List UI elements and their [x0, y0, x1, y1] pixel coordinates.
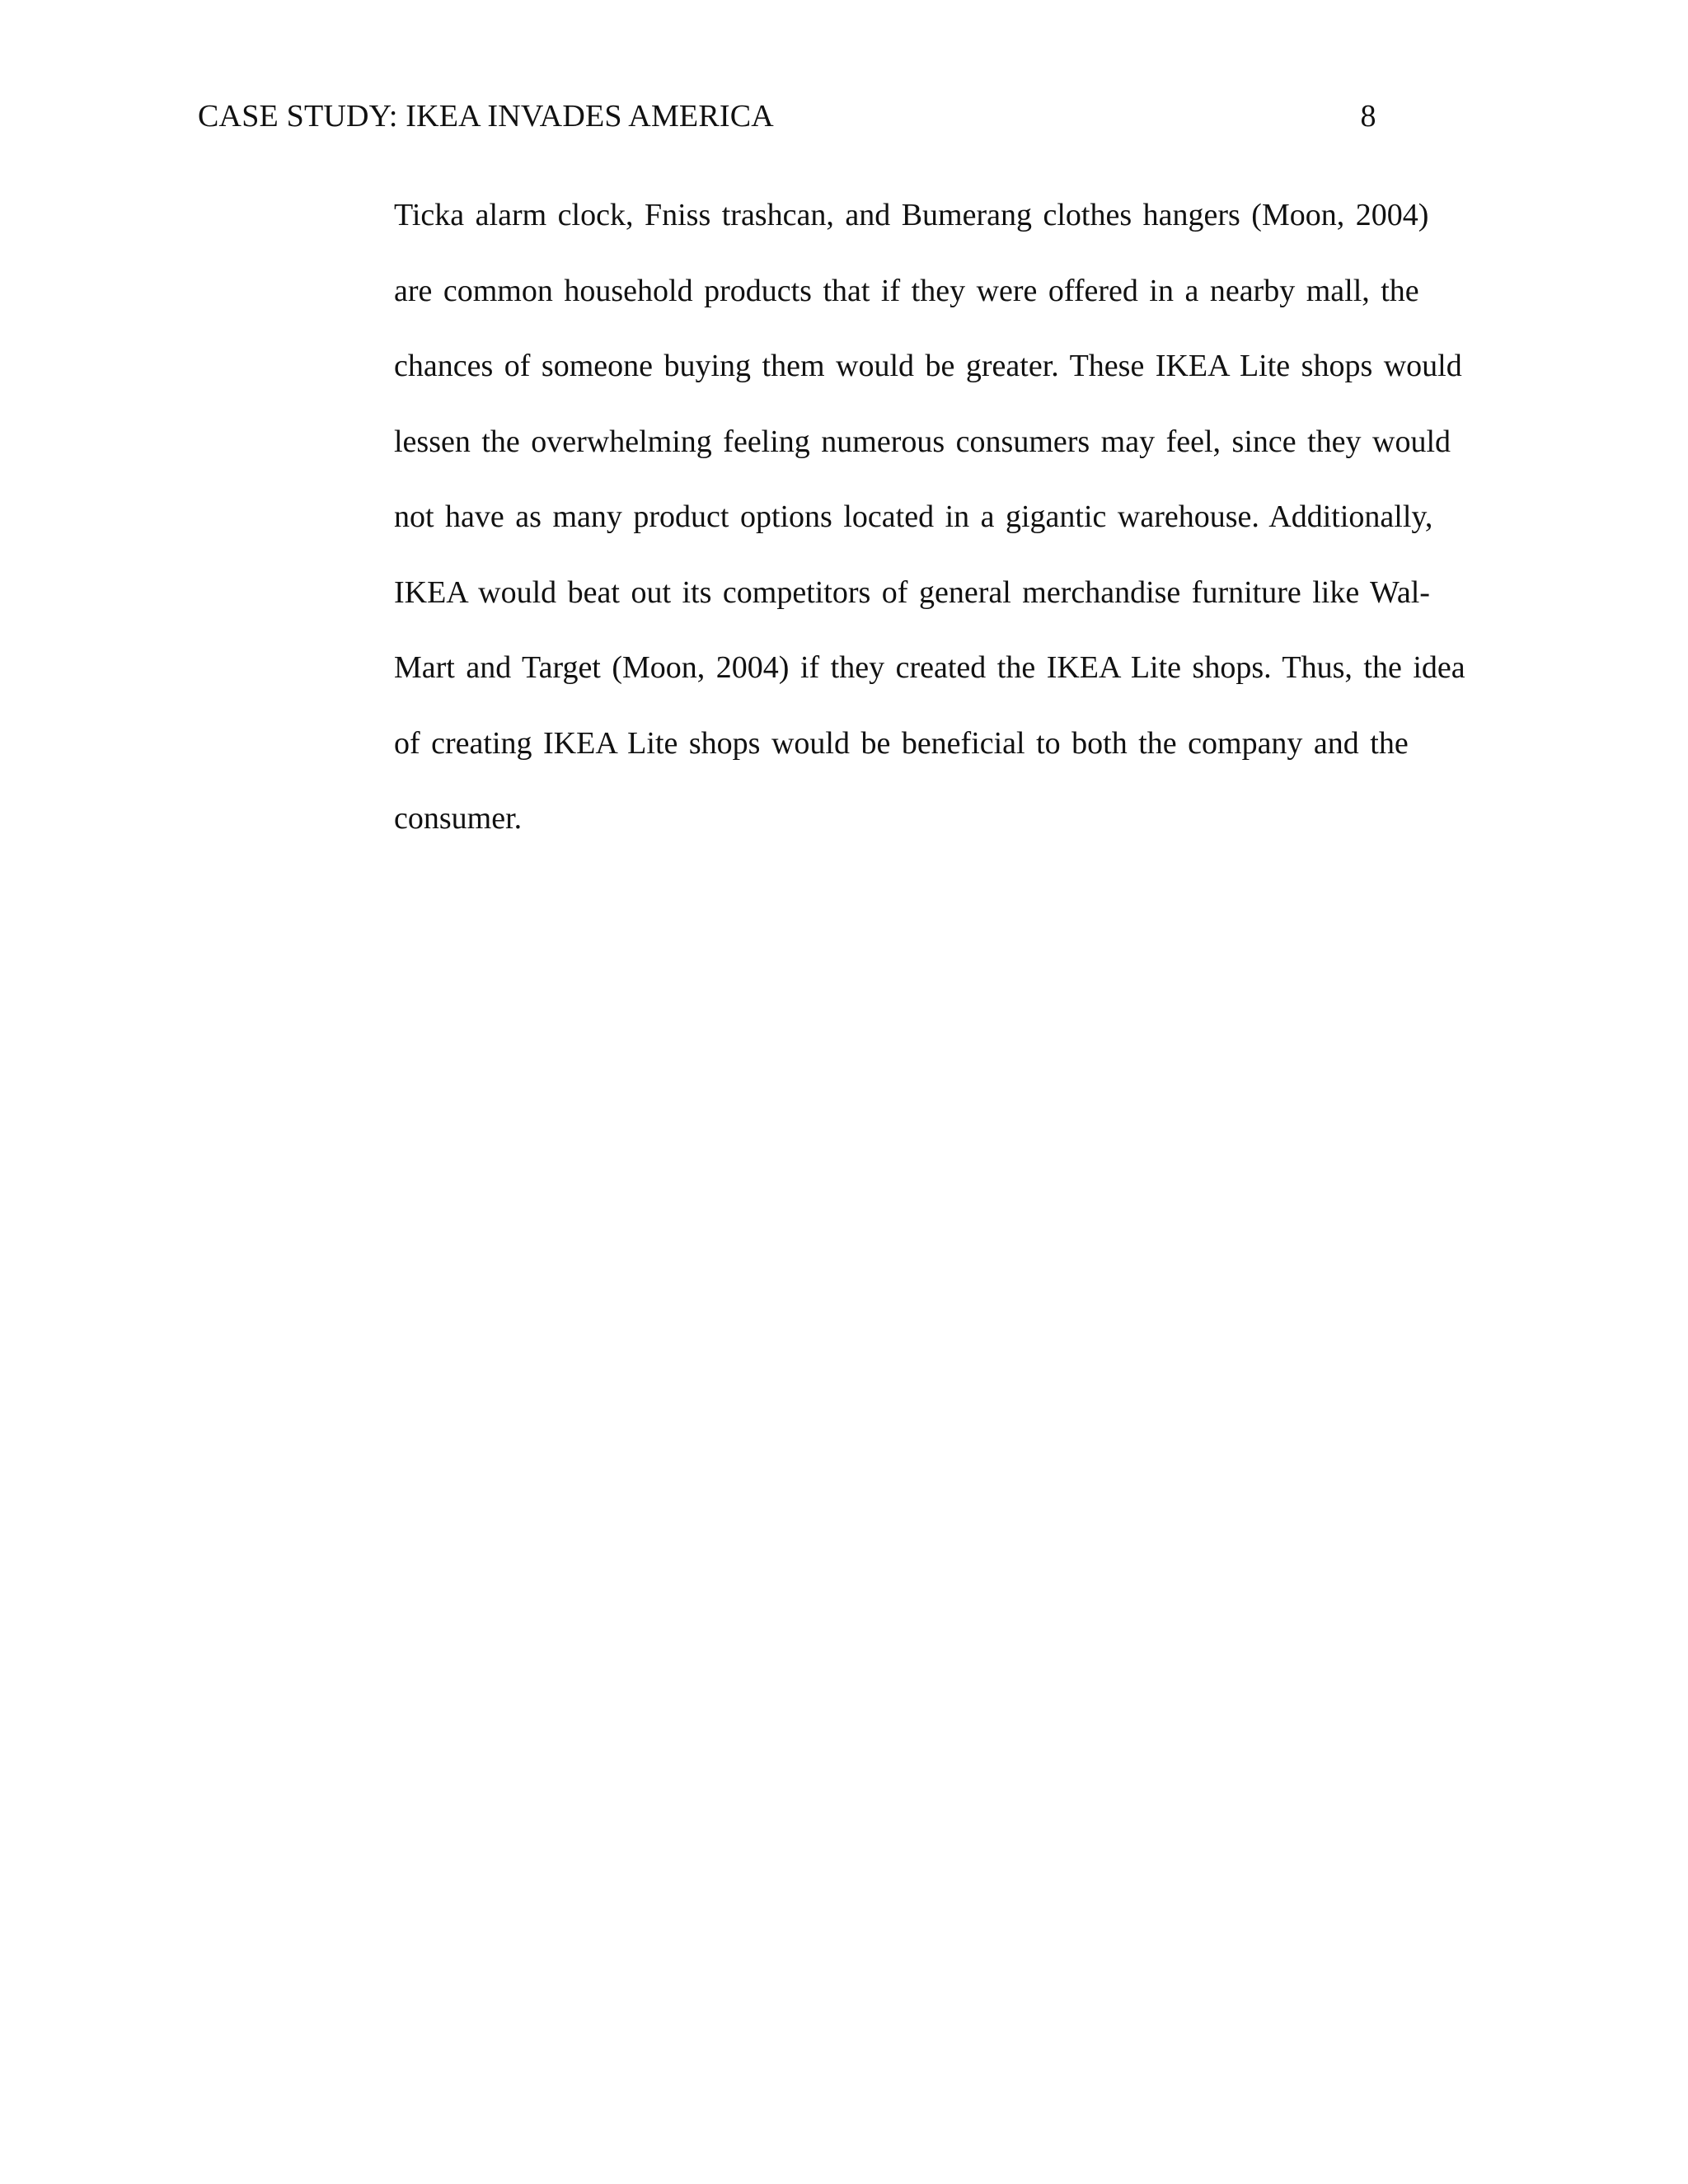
paragraph-line: IKEA would beat out its competitors of general merchandise furniture like Wal-	[394, 574, 1430, 610]
paragraph-line: chances of someone buying them would be greater. These IKEA Lite shops would	[394, 349, 1462, 383]
paragraph-line: Mart and Target (Moon, 2004) if they created the IKEA Lite shops. Thus, the idea	[394, 650, 1465, 685]
paragraph-line: of creating IKEA Lite shops would be beneficial to both the company and the	[394, 725, 1409, 761]
paragraph-line: consumer.	[394, 801, 523, 836]
paragraph-line: not have as many product options located in a gigantic warehouse. Additionally,	[394, 499, 1433, 534]
paragraph-line: Ticka alarm clock, Fniss trashcan, and Bumerang clothes hangers (Moon, 2004)	[394, 198, 1429, 232]
page-number: 8	[1360, 99, 1376, 134]
running-head: CASE STUDY: IKEA INVADES AMERICA	[198, 99, 774, 134]
paragraph-line: are common household products that if they were offered in a nearby mall, the	[394, 273, 1419, 308]
body-paragraph	[394, 194, 1490, 873]
paragraph-line: lessen the overwhelming feeling numerous consumers may feel, since they would	[394, 424, 1451, 459]
